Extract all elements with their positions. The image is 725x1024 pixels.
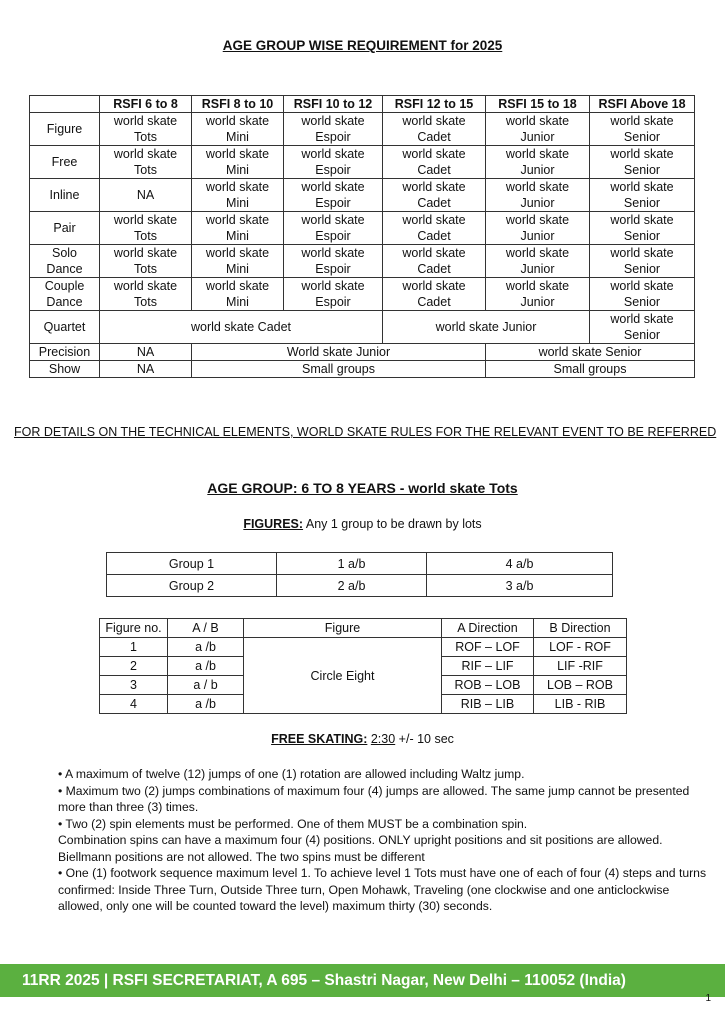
- table-cell-line: Mini: [226, 229, 249, 243]
- table-cell: World skate Junior: [192, 344, 486, 361]
- rule-paragraph: • One (1) footwork sequence maximum level 1. To achieve level 1 Tots must have one of each of four (4) steps and turns confirmed: Inside Three Turn, Outside Three turn, Open Mohawk, Traveling (one clockwise and one anticlockwise allowed, only one will be counted toward the level) maximum thirty (30) seconds.: [58, 866, 707, 913]
- table-cell-line: Mini: [226, 130, 249, 144]
- table-row: [30, 278, 695, 311]
- free-skating-time: 2:30: [370, 732, 396, 746]
- table-cell-line: world skate: [113, 147, 178, 161]
- table-cell-line: Junior: [520, 229, 555, 243]
- column-header: RSFI 12 to 15: [383, 96, 486, 113]
- table-cell-line: world skate: [610, 213, 674, 227]
- table-cell-line: world skate: [402, 213, 466, 227]
- table-cell: [100, 212, 192, 245]
- table-cell-line: Tots: [134, 130, 157, 144]
- page-number: 1: [705, 993, 711, 1004]
- table-cell: RIB – LIB: [442, 695, 534, 714]
- event-label-line: Dance: [46, 262, 83, 276]
- table-cell-line: world skate: [205, 213, 270, 227]
- column-header: Figure: [244, 619, 442, 638]
- column-header: RSFI 8 to 10: [192, 96, 284, 113]
- table-cell: [486, 245, 590, 278]
- table-cell: [100, 278, 192, 311]
- table-cell: [284, 212, 383, 245]
- event-label-line: Pair: [53, 221, 76, 235]
- table-cell: [590, 146, 695, 179]
- groups-table: [106, 552, 613, 597]
- table-cell: [284, 146, 383, 179]
- table-cell: NA: [100, 344, 192, 361]
- table-cell-line: Espoir: [315, 196, 351, 210]
- table-cell: [486, 113, 590, 146]
- event-label-line: Inline: [49, 188, 80, 202]
- table-cell: Small groups: [192, 361, 486, 378]
- table-cell-line: world skate: [505, 279, 570, 293]
- rule-paragraph: • A maximum of twelve (12) jumps of one (1) rotation are allowed including Waltz jump.: [58, 767, 525, 781]
- table-cell-line: Senior: [623, 130, 661, 144]
- table-cell: [383, 113, 486, 146]
- table-cell: Small groups: [486, 361, 695, 378]
- table-cell-line: Tots: [134, 163, 157, 177]
- figures-text: Any 1 group to be drawn by lots: [305, 517, 482, 531]
- table-cell-line: world skate: [610, 147, 674, 161]
- table-cell-line: world skate: [301, 213, 365, 227]
- table-cell: [192, 212, 284, 245]
- table-cell-line: world skate: [610, 312, 674, 326]
- table-cell-line: world skate: [610, 180, 674, 194]
- table-cell: [590, 245, 695, 278]
- table-cell: ROF – LOF: [442, 638, 534, 657]
- table-cell: [284, 113, 383, 146]
- table-cell: LOB – ROB: [534, 676, 627, 695]
- table-cell-line: world skate: [505, 246, 570, 260]
- table-cell-line: Espoir: [315, 163, 351, 177]
- table-cell: LOF - ROF: [534, 638, 627, 657]
- table-cell: [284, 245, 383, 278]
- figures-heading: [0, 517, 725, 531]
- table-cell-line: Senior: [623, 163, 661, 177]
- table-cell-line: world skate: [610, 279, 674, 293]
- table-cell: 3 a/b: [427, 575, 613, 597]
- table-cell: [383, 146, 486, 179]
- table-cell-line: world skate: [301, 180, 365, 194]
- event-label-line: Free: [51, 155, 78, 169]
- rule-paragraph: Combination spins can have a maximum four (4) positions. ONLY upright positions and sit positions are allowed.: [58, 833, 663, 847]
- event-label: Show: [30, 361, 100, 378]
- table-cell: [192, 146, 284, 179]
- event-label-line: Dance: [46, 295, 83, 309]
- table-cell: [486, 179, 590, 212]
- table-cell-line: Tots: [134, 295, 157, 309]
- table-cell-line: Senior: [623, 295, 661, 309]
- table-cell-line: Mini: [226, 163, 249, 177]
- column-header: A Direction: [442, 619, 534, 638]
- table-cell-line: Cadet: [417, 163, 451, 177]
- event-label: Quartet: [30, 311, 100, 344]
- table-cell-line: Senior: [623, 262, 661, 276]
- event-label: [30, 245, 100, 278]
- table-cell-line: world skate: [505, 180, 570, 194]
- free-skating-rules: [58, 766, 713, 915]
- table-cell: [486, 278, 590, 311]
- table-row: [30, 146, 695, 179]
- table-cell-line: Espoir: [315, 295, 351, 309]
- table-cell-line: Mini: [226, 262, 249, 276]
- table-cell: [100, 146, 192, 179]
- table-cell-line: Tots: [134, 229, 157, 243]
- table-cell-line: Espoir: [315, 262, 351, 276]
- table-row: [30, 245, 695, 278]
- event-label: [30, 113, 100, 146]
- table-cell: a /b: [168, 657, 244, 676]
- age-group-table: [29, 95, 695, 378]
- table-cell: [284, 179, 383, 212]
- table-cell-line: Espoir: [315, 229, 351, 243]
- event-label-line: Solo: [51, 246, 78, 260]
- header-row: [30, 96, 695, 113]
- table-cell: RIF – LIF: [442, 657, 534, 676]
- table-cell-line: Cadet: [417, 196, 451, 210]
- table-cell: [383, 212, 486, 245]
- quartet-row: [30, 311, 695, 344]
- table-cell: [100, 245, 192, 278]
- table-cell-line: world skate: [113, 114, 178, 128]
- table-cell: 4: [100, 695, 168, 714]
- figure-name-cell: Circle Eight: [244, 638, 442, 714]
- table-cell-line: world skate: [205, 180, 270, 194]
- table-row: [100, 638, 627, 657]
- table-cell-line: Mini: [226, 196, 249, 210]
- event-label: [30, 146, 100, 179]
- table-cell-line: world skate: [205, 246, 270, 260]
- table-row: [30, 179, 695, 212]
- table-cell: NA: [100, 361, 192, 378]
- table-cell-line: Junior: [520, 130, 555, 144]
- table-row: [107, 553, 613, 575]
- rule-paragraph: • Maximum two (2) jumps combinations of maximum four (4) jumps are allowed. The same jump cannot be presented more than three (3) times.: [58, 783, 690, 814]
- table-cell-line: Senior: [623, 328, 661, 342]
- table-cell-line: Junior: [520, 262, 555, 276]
- event-label: [30, 278, 100, 311]
- table-cell-line: world skate: [301, 114, 365, 128]
- table-cell: [192, 245, 284, 278]
- table-cell-line: world skate: [301, 246, 365, 260]
- table-cell: 2 a/b: [277, 575, 427, 597]
- table-cell-line: world skate: [610, 114, 674, 128]
- figures-label: FIGURES:: [243, 517, 304, 531]
- column-header: A / B: [168, 619, 244, 638]
- show-row: [30, 361, 695, 378]
- table-cell-line: world skate: [205, 279, 270, 293]
- table-cell: [192, 113, 284, 146]
- table-cell-line: NA: [136, 188, 155, 202]
- table-cell: ROB – LOB: [442, 676, 534, 695]
- table-cell: [590, 278, 695, 311]
- table-cell-line: world skate: [113, 246, 178, 260]
- figures-table: [99, 618, 627, 714]
- table-cell-line: world skate: [505, 213, 570, 227]
- table-row: [107, 575, 613, 597]
- column-header: [30, 96, 100, 113]
- event-label: [30, 179, 100, 212]
- table-cell: [590, 113, 695, 146]
- table-cell-line: Tots: [134, 262, 157, 276]
- table-cell: 1 a/b: [277, 553, 427, 575]
- precision-row: [30, 344, 695, 361]
- table-cell-line: world skate: [402, 246, 466, 260]
- table-cell: 4 a/b: [427, 553, 613, 575]
- table-cell: world skate Cadet: [100, 311, 383, 344]
- table-cell-line: world skate: [402, 180, 466, 194]
- table-cell: [192, 278, 284, 311]
- table-cell-line: Espoir: [315, 130, 351, 144]
- table-cell: [383, 278, 486, 311]
- table-cell-line: Cadet: [417, 262, 451, 276]
- event-label: [30, 212, 100, 245]
- table-cell-line: world skate: [113, 213, 178, 227]
- table-row: [30, 212, 695, 245]
- table-cell-line: world skate: [505, 147, 570, 161]
- table-cell: LIF -RIF: [534, 657, 627, 676]
- table-cell: [100, 113, 192, 146]
- table-cell-line: Cadet: [417, 295, 451, 309]
- column-header: RSFI 6 to 8: [100, 96, 192, 113]
- table-cell: world skate Senior: [486, 344, 695, 361]
- free-skating-label: FREE SKATING:: [271, 732, 368, 746]
- technical-note: FOR DETAILS ON THE TECHNICAL ELEMENTS, WORLD SKATE RULES FOR THE RELEVANT EVENT TO BE REFERRED: [14, 425, 717, 439]
- table-cell-line: world skate: [402, 147, 466, 161]
- column-header: RSFI Above 18: [590, 96, 695, 113]
- table-cell: 3: [100, 676, 168, 695]
- table-cell: a /b: [168, 695, 244, 714]
- table-cell: [590, 311, 695, 344]
- table-cell-line: world skate: [402, 279, 466, 293]
- table-cell: 1: [100, 638, 168, 657]
- header-row: [100, 619, 627, 638]
- table-cell-line: Senior: [623, 229, 661, 243]
- table-cell-line: world skate: [205, 147, 270, 161]
- table-cell: Group 1: [107, 553, 277, 575]
- table-cell: LIB - RIB: [534, 695, 627, 714]
- table-cell: [486, 146, 590, 179]
- page-title: AGE GROUP WISE REQUIREMENT for 2025: [222, 38, 503, 53]
- table-cell: a / b: [168, 676, 244, 695]
- column-header: Figure no.: [100, 619, 168, 638]
- table-cell: [383, 179, 486, 212]
- table-cell: [100, 179, 192, 212]
- table-row: [30, 113, 695, 146]
- table-cell-line: world skate: [301, 279, 365, 293]
- free-skating-tolerance: +/- 10 sec: [395, 732, 454, 746]
- table-cell-line: world skate: [402, 114, 466, 128]
- table-cell: a /b: [168, 638, 244, 657]
- footer-banner: 11RR 2025 | RSFI SECRETARIAT, A 695 – Shastri Nagar, New Delhi – 110052 (India): [0, 964, 725, 997]
- table-cell-line: Cadet: [417, 130, 451, 144]
- rule-paragraph: Biellmann positions are not allowed. The two spins must be different: [58, 849, 425, 864]
- column-header: RSFI 10 to 12: [284, 96, 383, 113]
- table-cell-line: Senior: [623, 196, 661, 210]
- column-header: B Direction: [534, 619, 627, 638]
- free-skating-heading: [0, 732, 725, 746]
- table-cell: [590, 212, 695, 245]
- table-cell-line: Junior: [520, 295, 555, 309]
- table-cell-line: world skate: [205, 114, 270, 128]
- table-cell-line: Junior: [520, 196, 555, 210]
- table-cell: [590, 179, 695, 212]
- table-cell: [284, 278, 383, 311]
- table-cell: [486, 212, 590, 245]
- table-cell: 2: [100, 657, 168, 676]
- event-label-line: Figure: [46, 122, 83, 136]
- table-cell: world skate Junior: [383, 311, 590, 344]
- table-cell: Group 2: [107, 575, 277, 597]
- rule-paragraph: • Two (2) spin elements must be performed. One of them MUST be a combination spin.: [58, 816, 528, 831]
- event-label-line: Couple: [44, 279, 85, 293]
- table-cell: [383, 245, 486, 278]
- table-cell-line: Cadet: [417, 229, 451, 243]
- table-cell-line: world skate: [113, 279, 178, 293]
- age-group-title: AGE GROUP: 6 TO 8 YEARS - world skate Tots: [207, 480, 518, 496]
- table-cell-line: world skate: [610, 246, 674, 260]
- table-cell-line: Mini: [226, 295, 249, 309]
- table-cell: [192, 179, 284, 212]
- table-cell-line: Junior: [520, 163, 555, 177]
- table-cell-line: world skate: [301, 147, 365, 161]
- table-cell-line: world skate: [505, 114, 570, 128]
- event-label: Precision: [30, 344, 100, 361]
- column-header: RSFI 15 to 18: [486, 96, 590, 113]
